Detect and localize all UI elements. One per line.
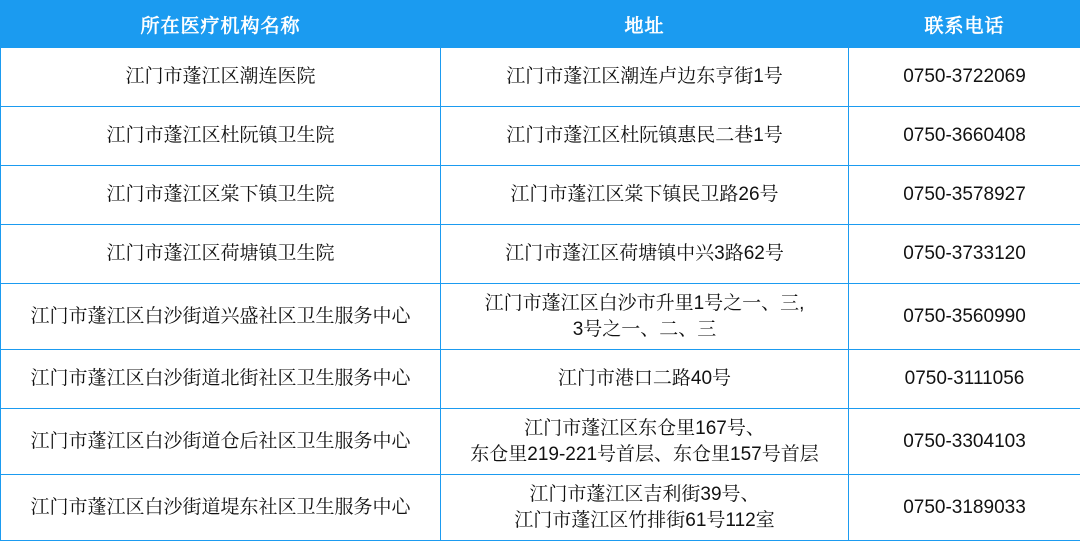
cell-address [441, 48, 849, 107]
address-line: 东仓里219-221号首层、东仓里157号首层 [447, 442, 842, 468]
table-row [1, 350, 1080, 409]
cell-phone: 0750-3722069 [849, 48, 1080, 107]
address-line: 江门市蓬江区荷塘镇中兴3路62号 [447, 241, 842, 267]
address-line: 江门市蓬江区吉利街39号、 [447, 482, 842, 508]
cell-address [441, 409, 849, 475]
cell-address [441, 350, 849, 409]
cell-phone: 0750-3189033 [849, 475, 1080, 541]
cell-phone: 0750-3733120 [849, 225, 1080, 284]
cell-phone: 0750-3560990 [849, 284, 1080, 350]
column-header-phone: 联系电话 [849, 1, 1080, 48]
cell-address [441, 166, 849, 225]
cell-phone: 0750-3660408 [849, 107, 1080, 166]
table-row [1, 409, 1080, 475]
cell-address [441, 284, 849, 350]
table-body [1, 48, 1080, 541]
cell-address [441, 107, 849, 166]
cell-institution-name: 江门市蓬江区白沙街道兴盛社区卫生服务中心 [1, 284, 441, 350]
address-line: 江门市蓬江区白沙市升里1号之一、三, [447, 291, 842, 317]
address-line: 江门市港口二路40号 [447, 366, 842, 392]
table-row [1, 225, 1080, 284]
table-header-row [1, 1, 1080, 48]
cell-institution-name: 江门市蓬江区潮连医院 [1, 48, 441, 107]
cell-phone: 0750-3578927 [849, 166, 1080, 225]
cell-institution-name: 江门市蓬江区白沙街道北街社区卫生服务中心 [1, 350, 441, 409]
cell-phone: 0750-3111056 [849, 350, 1080, 409]
column-header-address: 地址 [441, 1, 849, 48]
address-line: 江门市蓬江区竹排街61号112室 [447, 508, 842, 534]
cell-institution-name: 江门市蓬江区白沙街道堤东社区卫生服务中心 [1, 475, 441, 541]
cell-institution-name: 江门市蓬江区棠下镇卫生院 [1, 166, 441, 225]
address-line: 3号之一、二、三 [447, 317, 842, 343]
table-row [1, 284, 1080, 350]
table-row [1, 48, 1080, 107]
address-line: 江门市蓬江区棠下镇民卫路26号 [447, 182, 842, 208]
cell-institution-name: 江门市蓬江区白沙街道仓后社区卫生服务中心 [1, 409, 441, 475]
table-row [1, 475, 1080, 541]
cell-institution-name: 江门市蓬江区荷塘镇卫生院 [1, 225, 441, 284]
table-row [1, 107, 1080, 166]
table-row [1, 166, 1080, 225]
column-header-institution-name: 所在医疗机构名称 [1, 1, 441, 48]
cell-address [441, 225, 849, 284]
address-line: 江门市蓬江区东仓里167号、 [447, 416, 842, 442]
cell-institution-name: 江门市蓬江区杜阮镇卫生院 [1, 107, 441, 166]
address-line: 江门市蓬江区杜阮镇惠民二巷1号 [447, 123, 842, 149]
cell-address [441, 475, 849, 541]
cell-phone: 0750-3304103 [849, 409, 1080, 475]
address-line: 江门市蓬江区潮连卢边东亨街1号 [447, 64, 842, 90]
table-header [1, 1, 1080, 48]
